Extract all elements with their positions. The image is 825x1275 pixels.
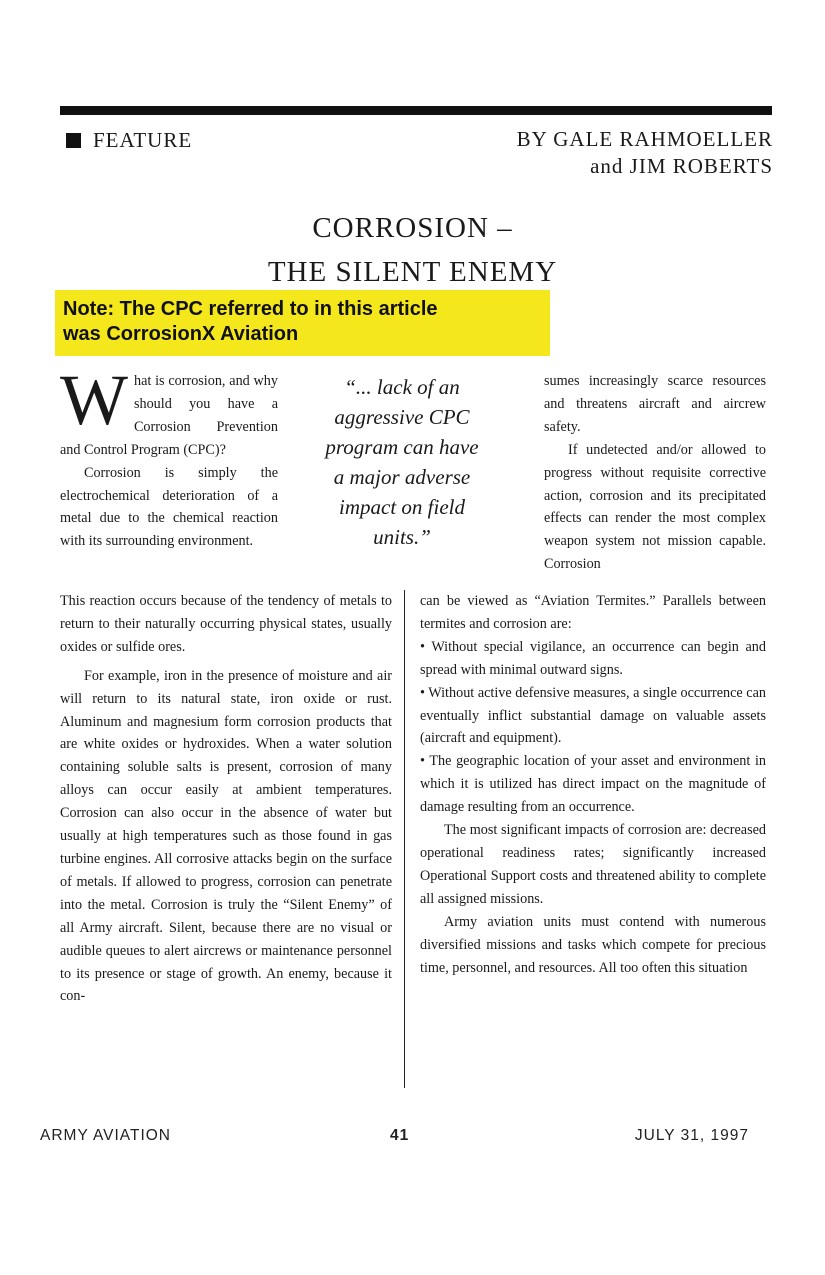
paragraph-4: Army aviation units must contend with numerous diversified missions and tasks which compete for precious time, personnel, and resources. All too often this situation <box>420 913 766 976</box>
section-square-icon <box>66 133 81 148</box>
left-column-top <box>60 360 278 553</box>
quote-line: “... lack of an <box>344 375 460 399</box>
right-column-bottom <box>420 590 766 979</box>
bullet-3: • The geographic location of your asset and environment in which it is utilized has direct impact on the magnitude of damage resulting from an occurrence. <box>420 753 766 816</box>
right-paragraph-2: If undetected and/or allowed to progress without requisite corrective action, corrosion and its precipitated effects can render the most complex weapon system not mission capable. Corrosion <box>544 441 766 573</box>
note-line2: was CorrosionX Aviation <box>63 323 299 345</box>
column-divider <box>404 590 405 1088</box>
byline-line1: BY GALE RAHMOELLER <box>516 127 773 151</box>
pull-quote <box>284 372 520 552</box>
intro-paragraph: hat is corrosion, and why should you have a Corrosion Prevention and Control Program (CPC)? <box>60 373 278 458</box>
top-rule <box>60 106 772 115</box>
section-label <box>66 128 192 153</box>
title-line2: THE SILENT ENEMY <box>267 256 558 288</box>
byline-line2: and JIM ROBERTS <box>590 154 773 178</box>
bullet-2: • Without active defensive measures, a single occurrence can eventually inflict substantial damage on valuable assets (aircraft and equipment). <box>420 684 766 747</box>
quote-line: program can have <box>325 435 479 459</box>
section-text: FEATURE <box>93 128 193 152</box>
bullet-1: • Without special vigilance, an occurrence can begin and spread with minimal outward signs. <box>420 638 766 678</box>
quote-line: a major adverse <box>333 465 471 489</box>
highlight-note <box>55 290 550 356</box>
quote-line: units.” <box>373 525 431 549</box>
footer-publication: ARMY AVIATION <box>40 1127 171 1144</box>
note-line1: Note: The CPC referred to in this article <box>63 298 438 320</box>
paragraph-2: For example, iron in the presence of moisture and air will return to its natural state, iron oxide or rust. Aluminum and magnesium form corrosion products that are white oxides or hydroxides. When a water solution containing soluble salts is present, corrosion of many alloys can occur easily at ambient temperatures. Corrosion can also occur in the absence of water but usually at high temperatures such as those found in gas turbine engines. All corrosive attacks begin on the surface of metals. If allowed to progress, corrosion can penetrate into the metal. Corrosion is truly the “Silent Enemy” of all Army aircraft. Silent, because there are no visual or audible queues to alert aircrews or maintenance personnel to its presence or stage of growth. An enemy, because it con- <box>60 667 392 1005</box>
right-paragraph-1: sumes increasingly scarce resources and threatens aircraft and aircrew safety. <box>544 373 766 435</box>
title-line1: CORROSION – <box>312 212 513 244</box>
paragraph-1-continued: This reaction occurs because of the tendency of metals to return to their naturally occurring physical states, usually oxides or sulfide ores. <box>60 593 392 655</box>
footer-date: JULY 31, 1997 <box>634 1127 749 1144</box>
paragraph-1: Corrosion is simply the electrochemical deterioration of a metal due to the chemical reaction with its surrounding environment. <box>60 464 278 550</box>
byline <box>517 126 773 180</box>
left-column-bottom <box>60 590 392 1008</box>
footer-page-number: 41 <box>390 1127 410 1144</box>
right-paragraph-2-continued: can be viewed as “Aviation Termites.” Parallels between termites and corrosion are: <box>420 593 766 632</box>
right-column-top <box>544 370 766 576</box>
drop-cap: W <box>60 360 128 440</box>
quote-line: aggressive CPC <box>334 405 470 429</box>
paragraph-3: The most significant impacts of corrosion are: decreased operational readiness rates; significantly increased Operational Support costs and threatened ability to complete all assigned missions. <box>420 822 766 907</box>
article-title <box>0 206 825 294</box>
quote-line: impact on field <box>339 495 465 519</box>
